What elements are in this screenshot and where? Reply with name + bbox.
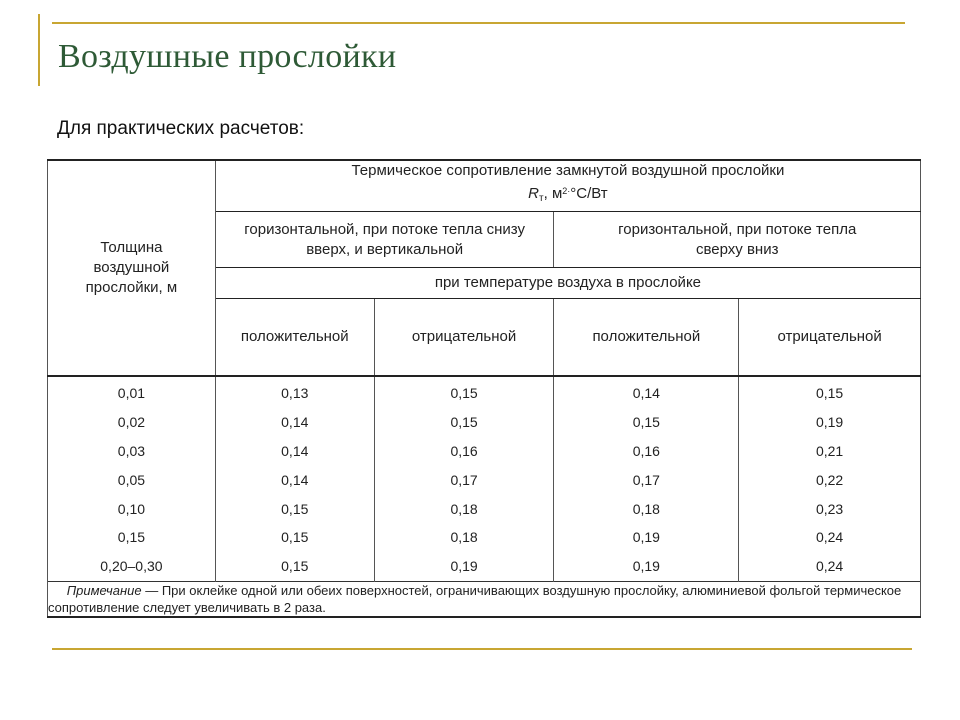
- left-decorative-rule: [38, 14, 40, 86]
- cell-value: 0,19: [554, 552, 739, 581]
- resistance-unit-prefix: , м: [543, 185, 563, 202]
- table-row: [48, 408, 921, 437]
- temperature-header: при температуре воздуха в прослойке: [215, 268, 920, 299]
- cell-value: 0,19: [374, 552, 554, 581]
- col-negative-1: отрицательной: [374, 299, 554, 377]
- col-positive-2: положительной: [554, 299, 739, 377]
- resistance-unit: [216, 181, 920, 209]
- note-label: Примечание: [66, 582, 142, 598]
- cell-value: 0,19: [554, 523, 739, 552]
- cell-thickness: 0,03: [48, 437, 216, 466]
- cell-value: 0,14: [215, 465, 374, 494]
- slide-subtitle: Для практических расчетов:: [57, 118, 305, 139]
- table-note: [48, 581, 921, 617]
- cell-value: 0,13: [215, 376, 374, 408]
- cell-value: 0,23: [739, 494, 921, 523]
- cell-value: 0,14: [215, 408, 374, 437]
- air-gap-resistance-table: [47, 159, 921, 618]
- cell-value: 0,15: [215, 523, 374, 552]
- resistance-header-text: Термическое сопротивление замкнутой воздушной прослойки: [351, 162, 785, 179]
- cell-value: 0,21: [739, 437, 921, 466]
- thickness-header: Толщина воздушной прослойки, м: [48, 160, 216, 376]
- cell-value: 0,15: [215, 494, 374, 523]
- cell-value: 0,15: [215, 552, 374, 581]
- cell-value: 0,17: [374, 465, 554, 494]
- table-row: [48, 494, 921, 523]
- resistance-symbol: R: [528, 185, 540, 202]
- resistance-header: [215, 160, 920, 212]
- group-horizontal-up-header: горизонтальной, при потоке тепла снизу вверх, и вертикальной: [215, 212, 554, 268]
- cell-thickness: 0,02: [48, 408, 216, 437]
- cell-thickness: 0,01: [48, 376, 216, 408]
- cell-value: 0,18: [554, 494, 739, 523]
- cell-value: 0,15: [374, 376, 554, 408]
- cell-value: 0,15: [374, 408, 554, 437]
- table-row: [48, 523, 921, 552]
- col-positive-1: положительной: [215, 299, 374, 377]
- cell-value: 0,17: [554, 465, 739, 494]
- cell-value: 0,15: [554, 408, 739, 437]
- cell-value: 0,24: [739, 523, 921, 552]
- col-negative-2: отрицательной: [739, 299, 921, 377]
- cell-thickness: 0,05: [48, 465, 216, 494]
- cell-value: 0,19: [739, 408, 921, 437]
- bottom-decorative-rule: [52, 648, 912, 650]
- note-text: — При оклейке одной или обеих поверхностей, ограничивающих воздушную прослойку, алюминиевой фольгой термическое сопротивление следует увеличивать в 2 раза.: [48, 582, 902, 615]
- cell-value: 0,16: [374, 437, 554, 466]
- top-decorative-rule: [52, 22, 905, 24]
- group-horizontal-down-header: горизонтальной, при потоке тепла сверху вниз: [554, 212, 921, 268]
- cell-value: 0,15: [739, 376, 921, 408]
- table-row: [48, 465, 921, 494]
- table-row: [48, 376, 921, 408]
- slide-title: Воздушные прослойки: [58, 38, 397, 75]
- cell-value: 0,16: [554, 437, 739, 466]
- cell-thickness: 0,15: [48, 523, 216, 552]
- cell-thickness: 0,10: [48, 494, 216, 523]
- resistance-unit-sup: 2·: [562, 186, 571, 196]
- resistance-subscript: т: [539, 193, 544, 204]
- cell-value: 0,14: [554, 376, 739, 408]
- cell-thickness: 0,20–0,30: [48, 552, 216, 581]
- resistance-unit-suffix: °С/Вт: [570, 185, 608, 202]
- cell-value: 0,24: [739, 552, 921, 581]
- cell-value: 0,18: [374, 523, 554, 552]
- cell-value: 0,22: [739, 465, 921, 494]
- table-row: [48, 437, 921, 466]
- table-row: [48, 552, 921, 581]
- cell-value: 0,14: [215, 437, 374, 466]
- cell-value: 0,18: [374, 494, 554, 523]
